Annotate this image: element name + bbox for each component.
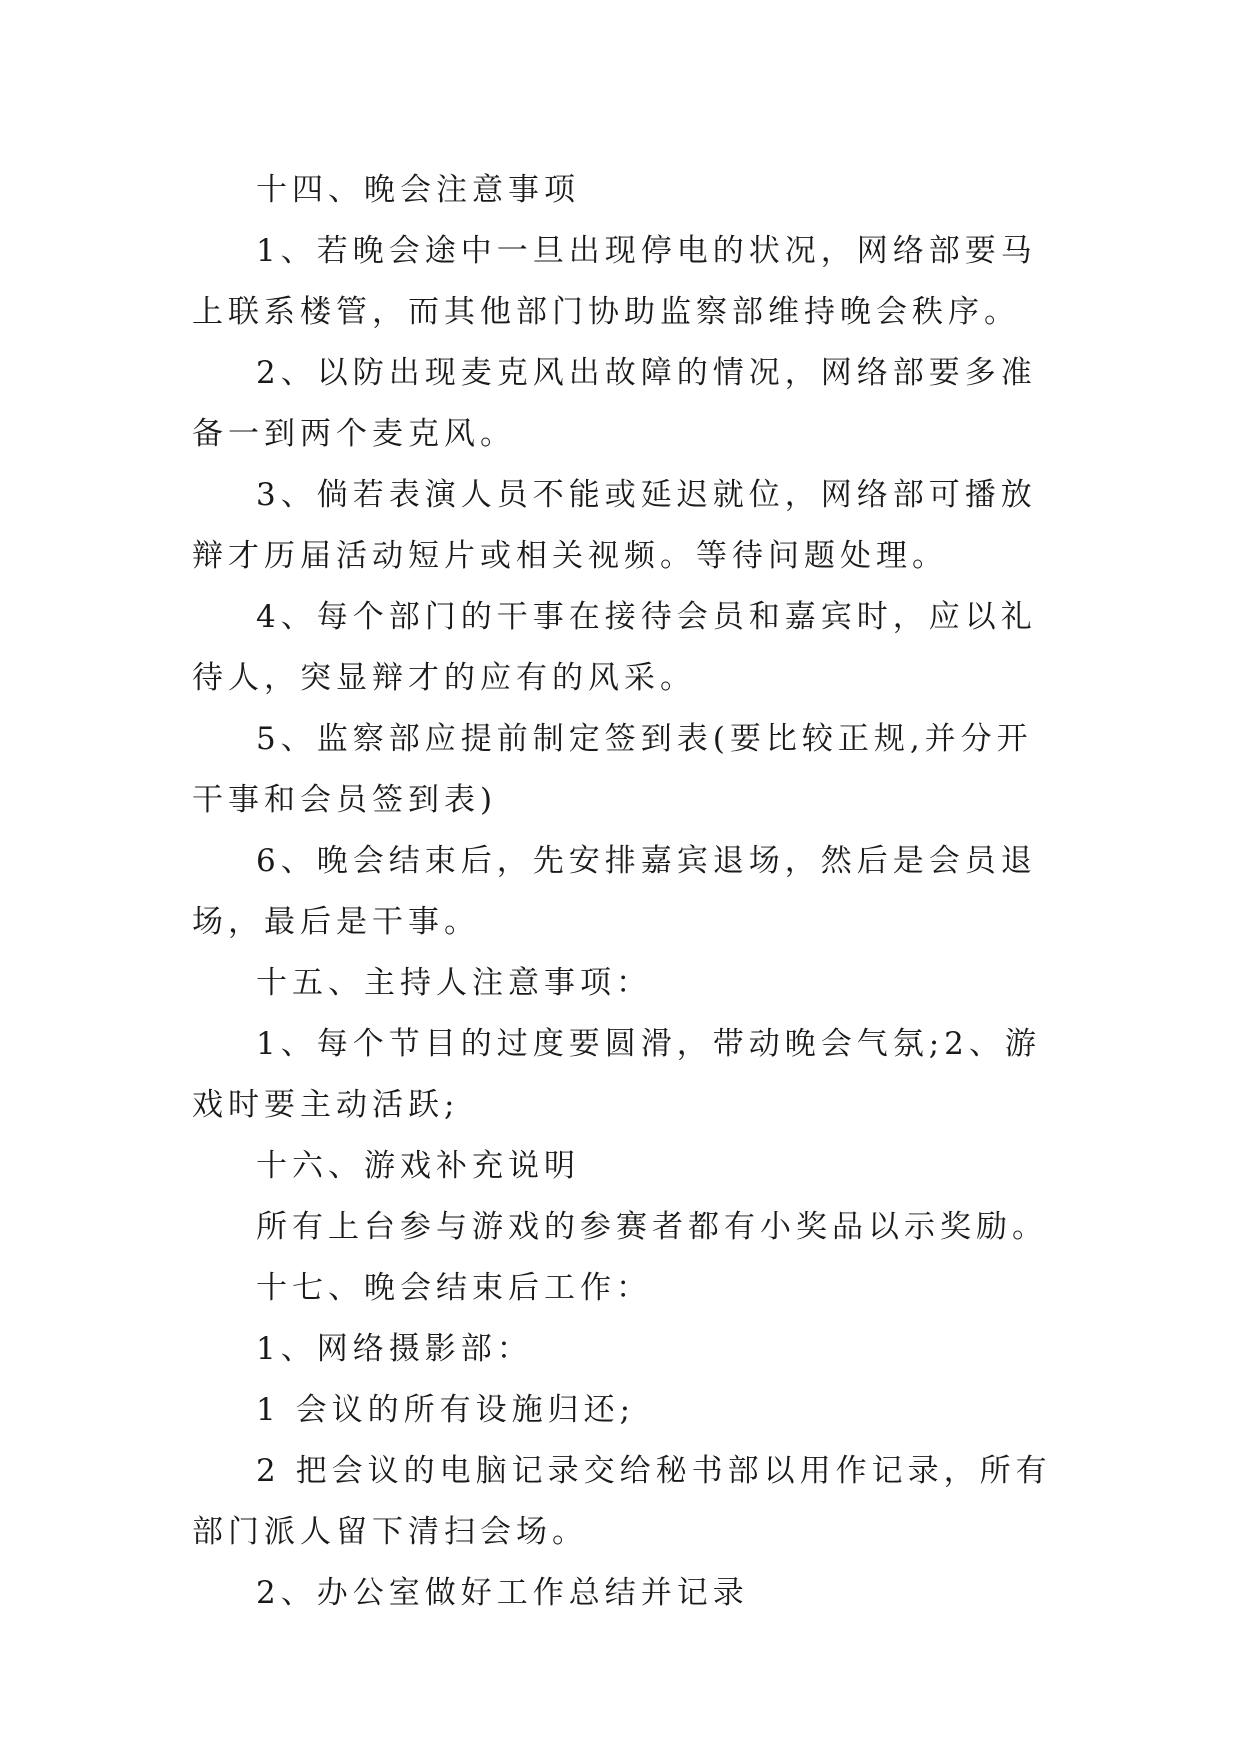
- paragraph: 4、每个部门的干事在接待会员和嘉宾时，应以礼待人，突显辩才的应有的风采。: [192, 599, 1037, 696]
- paragraph: 2 把会议的电脑记录交给秘书部以用作记录，所有部门派人留下清扫会场。: [192, 1453, 1052, 1550]
- paragraph: 1、网络摄影部：: [256, 1331, 533, 1367]
- paragraph: 2、办公室做好工作总结并记录: [256, 1575, 749, 1611]
- paragraph: 6、晚会结束后，先安排嘉宾退场，然后是会员退场，最后是干事。: [192, 843, 1037, 940]
- document-body: [192, 160, 1052, 1624]
- section-heading-17: 十七、晚会结束后工作：: [256, 1270, 652, 1306]
- paragraph: 3、倘若表演人员不能或延迟就位，网络部可播放辩才历届活动短片或相关视频。等待问题处理。: [192, 477, 1037, 574]
- section-heading-16: 十六、游戏补充说明: [256, 1148, 580, 1184]
- section-heading-14: 十四、晚会注意事项: [256, 172, 580, 208]
- paragraph: 所有上台参与游戏的参赛者都有小奖品以示奖励。: [256, 1209, 1048, 1245]
- paragraph: 1 会议的所有设施归还;: [256, 1392, 636, 1428]
- paragraph: 2、以防出现麦克风出故障的情况，网络部要多准备一到两个麦克风。: [192, 355, 1037, 452]
- paragraph: 1、若晚会途中一旦出现停电的状况，网络部要马上联系楼管，而其他部门协助监察部维持晚会秩序。: [192, 233, 1037, 330]
- paragraph: 1、每个节目的过度要圆滑，带动晚会气氛;2、游戏时要主动活跃;: [192, 1026, 1041, 1123]
- paragraph: 5、监察部应提前制定签到表(要比较正规,并分开干事和会员签到表): [192, 721, 1033, 818]
- section-heading-15: 十五、主持人注意事项：: [256, 965, 652, 1001]
